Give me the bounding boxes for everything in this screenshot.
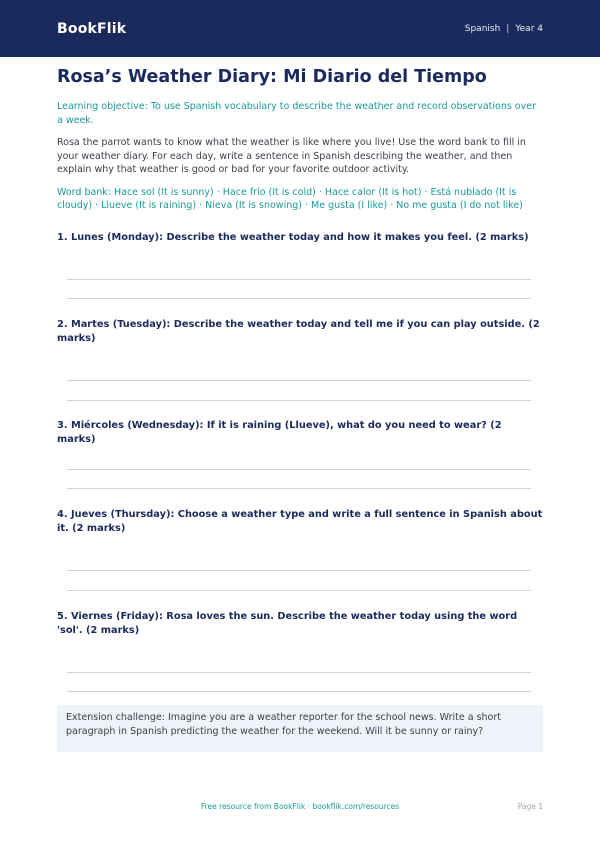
answer-line[interactable]	[67, 400, 531, 401]
meta-separator: |	[506, 23, 510, 34]
question-1: 1. Lunes (Monday): Describe the weather today and how it makes you feel. (2 marks)	[57, 232, 529, 243]
page-title: Rosa’s Weather Diary: Mi Diario del Tiempo	[57, 67, 487, 87]
footer-credit-link[interactable]: Free resource from BookFlik · bookflik.com/resources	[200, 802, 400, 811]
answer-line[interactable]	[67, 298, 531, 299]
answer-line[interactable]	[67, 691, 531, 692]
question-3: 3. Miércoles (Wednesday): If it is raining (Llueve), what do you need to wear? (2 marks)	[57, 420, 502, 445]
page-number: Page 1	[517, 802, 543, 811]
answer-line[interactable]	[67, 488, 531, 489]
answer-line[interactable]	[67, 570, 531, 571]
brand-logo[interactable]: BookFlik	[57, 20, 127, 37]
subject-label: Spanish	[464, 23, 501, 34]
year-label: Year 4	[515, 23, 543, 34]
extension-challenge: Extension challenge: Imagine you are a weather reporter for the school news. Write a short paragraph in Spanish predicting the weather for the weekend. Will it be sunny or rainy?	[57, 705, 543, 752]
answer-line[interactable]	[67, 590, 531, 591]
footer	[0, 802, 600, 814]
learning-objective: Learning objective: To use Spanish vocabulary to describe the weather and record observations over a week.	[57, 101, 536, 126]
answer-line[interactable]	[67, 469, 531, 470]
question-4: 4. Jueves (Thursday): Choose a weather type and write a full sentence in Spanish about it. (2 marks)	[57, 509, 543, 534]
question-2: 2. Martes (Tuesday): Describe the weather today and tell me if you can play outside. (2 marks)	[57, 319, 540, 344]
answer-line[interactable]	[67, 380, 531, 381]
subject-year	[465, 24, 543, 34]
worksheet-intro	[57, 66, 543, 213]
question-5: 5. Viernes (Friday): Rosa loves the sun. Describe the weather today using the word 'sol'. (2 marks)	[57, 611, 518, 636]
answer-line[interactable]	[67, 672, 531, 673]
answer-line[interactable]	[67, 279, 531, 280]
header-bar	[0, 0, 600, 57]
instructions: Rosa the parrot wants to know what the weather is like where you live! Use the word bank to fill in your weather diary. For each day, write a sentence in Spanish describing the weather, and then explain why that weather is good or bad for your favorite outdoor activity.	[57, 137, 526, 175]
word-bank: Word bank: Hace sol (It is sunny) · Hace frío (It is cold) · Hace calor (It is hot) · Está nublado (It is cloudy) · Llueve (It is raining) · Nieva (It is snowing) · Me gusta (I like) · No me gusta (I do not like)	[57, 186, 523, 211]
